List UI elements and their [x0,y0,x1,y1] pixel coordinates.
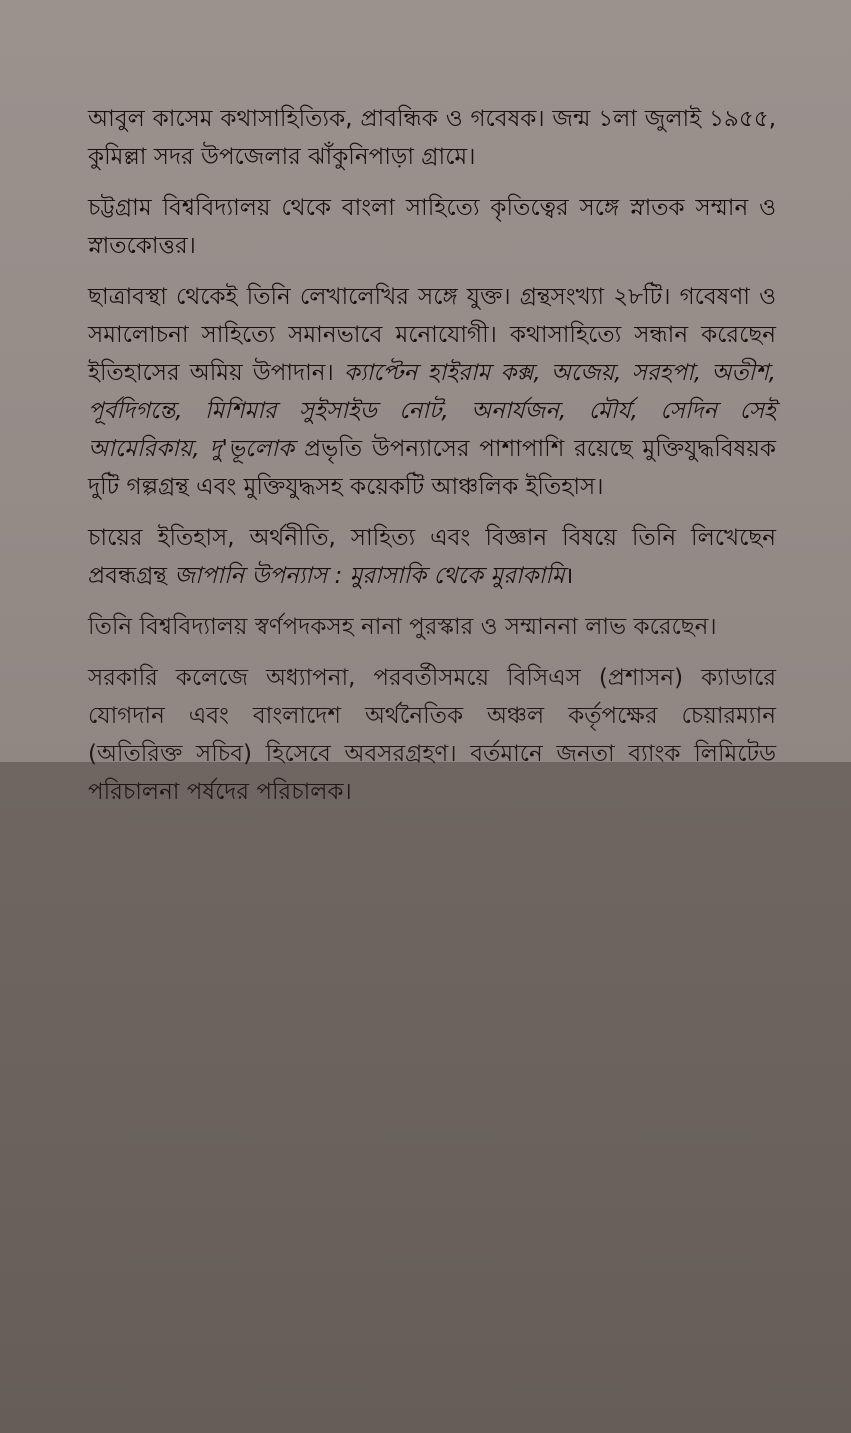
works-intro-text: ছাত্রাবস্থা থেকেই তিনি লেখালেখির সঙ্গে যুক্ত। গ্রন্থসংখ্যা ২৮টি। গবেষণা ও সমালোচনা সাহিত্যে সমানভাবে মনোযোগী। কথাসাহিত্যে সন্ধান করেছেন ইতিহাসের অমিয় উপাদান। [88,284,776,386]
bio-paragraph-intro: আবুল কাসেম কথাসাহিত্যিক, প্রাবন্ধিক ও গবেষক। জন্ম ১লা জুলাই ১৯৫৫, কুমিল্লা সদর উপজেলার ঝাঁকুনিপাড়া গ্রামে। [88,106,776,170]
works-outro-text: প্রভৃতি উপন্যাসের পাশাপাশি রয়েছে মুক্তিযুদ্ধবিষয়ক দুটি গল্পগ্রন্থ এবং মুক্তিযুদ্ধসহ কয়েকটি আঞ্চলিক ইতিহাস। [88,436,776,500]
essay-book-title: জাপানি উপন্যাস : মুরাসাকি থেকে মুরাকামি [174,563,565,589]
novel-titles: ক্যাপ্টেন হাইরাম কক্স, অজেয়, সরহপা, অতীশ, পূর্বদিগন্তে, মিশিমার সুইসাইড নোট, অনার্যজন, মৌর্য, সেদিন সেই আমেরিকায়, দু'ভূলোক [88,360,776,462]
bio-paragraph-awards: তিনি বিশ্ববিদ্যালয় স্বর্ণপদকসহ নানা পুরস্কার ও সম্মাননা লাভ করেছেন। [88,614,717,640]
bio-paragraph-career: সরকারি কলেজে অধ্যাপনা, পরবর্তীসময়ে বিসিএস (প্রশাসন) ক্যাডারে যোগদান এবং বাংলাদেশ অর্থনৈতিক অঞ্চল কর্তৃপক্ষের চেয়ারম্যান (অতিরিক্ত সচিব) হিসেবে অবসরগ্রহণ। বর্তমানে জনতা ব্যাংক লিমিটেড পরিচালনা পর্ষদের পরিচালক। [88,665,776,805]
bio-paragraph-works [88,278,776,506]
bio-paragraph-essays [88,519,776,595]
bio-paragraph-education: চট্টগ্রাম বিশ্ববিদ্যালয় থেকে বাংলা সাহিত্যে কৃতিত্বের সঙ্গে স্নাতক সম্মান ও স্নাতকোত্তর। [88,195,776,259]
essays-text: চায়ের ইতিহাস, অর্থনীতি, সাহিত্য এবং বিজ্ঞান বিষয়ে তিনি লিখেছেন প্রবন্ধগ্রন্থ [88,525,776,589]
author-biography [88,100,776,824]
essays-end-mark: । [564,563,574,589]
background-lower [0,762,851,1433]
